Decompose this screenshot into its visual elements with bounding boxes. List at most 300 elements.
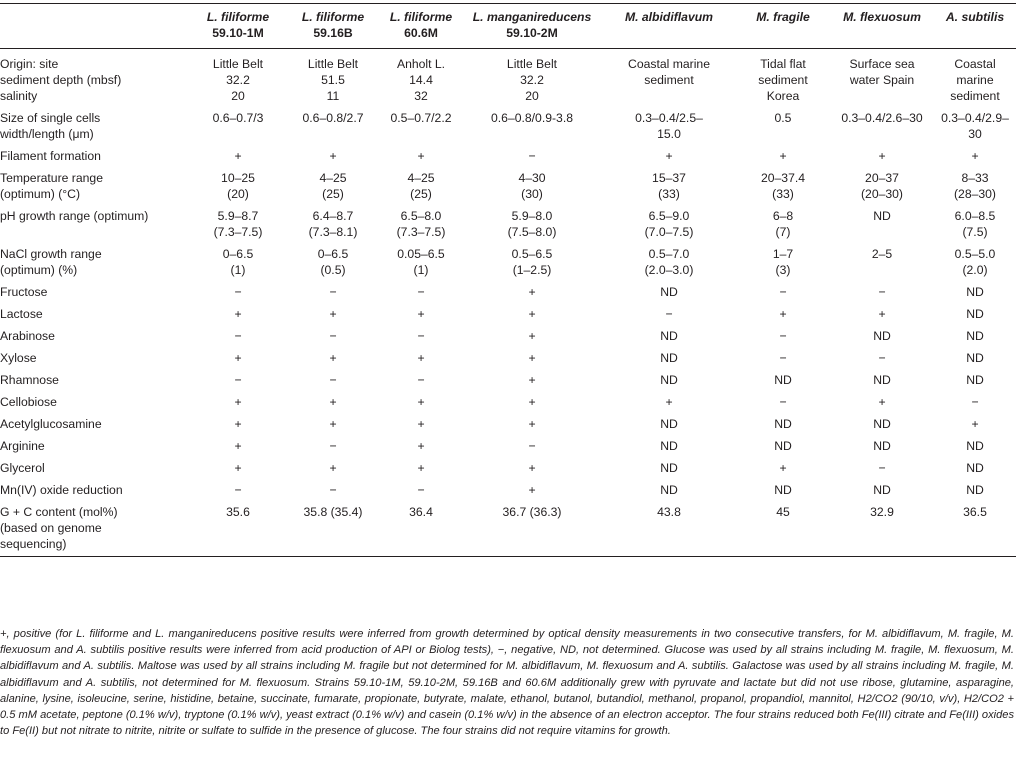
row-label-line: Arabinose xyxy=(0,329,55,343)
cell-value: 6.4–8.7 xyxy=(312,209,354,223)
cell-value: 35.8 (35.4) xyxy=(303,505,363,519)
header-row xyxy=(0,4,1016,49)
table-cell xyxy=(380,167,462,205)
table-cell xyxy=(934,413,1016,435)
cell-value: 0.5–6.5 xyxy=(511,247,553,261)
cell-value: + xyxy=(971,149,979,163)
cell-value: ND xyxy=(774,439,792,453)
table-cell xyxy=(380,347,462,369)
column-header xyxy=(462,4,602,49)
row-label-line: Acetylglucosamine xyxy=(0,417,102,431)
table-row xyxy=(0,479,1016,501)
table-cell xyxy=(190,145,286,167)
table-cell xyxy=(462,479,602,501)
row-label-line: Cellobiose xyxy=(0,395,57,409)
table-cell xyxy=(190,243,286,281)
cell-value: ND xyxy=(660,373,678,387)
header-corner xyxy=(0,4,190,49)
column-species: L. filiforme xyxy=(206,10,270,24)
table-cell xyxy=(736,435,830,457)
cell-value: 2–5 xyxy=(871,247,893,261)
table-cell xyxy=(286,145,380,167)
cell-value: 6.0–8.5 xyxy=(954,209,996,223)
table-cell xyxy=(462,243,602,281)
table-row xyxy=(0,369,1016,391)
cell-value: + xyxy=(971,417,979,431)
table-cell xyxy=(830,145,934,167)
cell-value: − xyxy=(417,373,425,387)
table-cell xyxy=(380,457,462,479)
cell-value: + xyxy=(329,461,337,475)
cell-value: (33) xyxy=(658,187,680,201)
table-cell xyxy=(736,49,830,108)
cell-value: + xyxy=(779,149,787,163)
row-label-line: pH growth range (optimum) xyxy=(0,209,149,223)
row-label-line: G + C content (mol%) xyxy=(0,505,118,519)
table-cell xyxy=(462,49,602,108)
cell-value: 0–6.5 xyxy=(222,247,254,261)
cell-value: (7.0–7.5) xyxy=(644,225,694,239)
table-cell xyxy=(830,479,934,501)
table-cell xyxy=(462,325,602,347)
cell-value: 5.9–8.0 xyxy=(511,209,553,223)
table-cell xyxy=(830,347,934,369)
table-cell xyxy=(934,457,1016,479)
table-cell xyxy=(380,479,462,501)
row-label xyxy=(0,167,190,205)
column-strain: 59.10-2M xyxy=(506,26,558,40)
cell-value: 36.4 xyxy=(409,505,433,519)
cell-value: − xyxy=(528,439,536,453)
table-cell xyxy=(286,391,380,413)
table-cell xyxy=(830,369,934,391)
table-cell xyxy=(380,325,462,347)
cell-value: 20 xyxy=(231,89,245,103)
table-cell xyxy=(602,243,736,281)
table-row xyxy=(0,413,1016,435)
cell-value: ND xyxy=(966,483,984,497)
table-cell xyxy=(736,107,830,145)
table-cell xyxy=(462,167,602,205)
cell-value: − xyxy=(417,285,425,299)
column-strain: 60.6M xyxy=(404,26,438,40)
cell-value: + xyxy=(417,351,425,365)
cell-value: + xyxy=(528,285,536,299)
table-row xyxy=(0,49,1016,108)
cell-value: + xyxy=(528,461,536,475)
cell-value: Little Belt xyxy=(506,57,558,71)
cell-value: 0.5–5.0 xyxy=(954,247,996,261)
cell-value: ND xyxy=(966,329,984,343)
cell-value: 15.0 xyxy=(657,127,681,141)
table-cell xyxy=(462,457,602,479)
table-cell xyxy=(190,325,286,347)
cell-value: − xyxy=(665,307,673,321)
table-cell xyxy=(286,413,380,435)
table-cell xyxy=(934,501,1016,557)
row-label-line: Temperature range xyxy=(0,171,103,185)
cell-value: (20) xyxy=(227,187,249,201)
table-cell xyxy=(602,413,736,435)
cell-value: ND xyxy=(966,439,984,453)
cell-value: (7.5) xyxy=(962,225,988,239)
cell-value: − xyxy=(234,329,242,343)
cell-value: 15–37 xyxy=(652,171,686,185)
cell-value: (33) xyxy=(772,187,794,201)
table-cell xyxy=(380,281,462,303)
table-cell xyxy=(190,303,286,325)
cell-value: + xyxy=(417,461,425,475)
table-cell xyxy=(830,501,934,557)
table-cell xyxy=(830,391,934,413)
table-cell xyxy=(934,243,1016,281)
cell-value: + xyxy=(234,351,242,365)
table-cell xyxy=(380,49,462,108)
cell-value: 4–25 xyxy=(319,171,347,185)
cell-value: (1) xyxy=(230,263,246,277)
row-label-line: Lactose xyxy=(0,307,43,321)
table-cell xyxy=(934,303,1016,325)
table-cell xyxy=(380,413,462,435)
table-cell xyxy=(286,325,380,347)
column-header xyxy=(736,4,830,49)
cell-value: ND xyxy=(774,417,792,431)
cell-value: + xyxy=(665,149,673,163)
table-cell xyxy=(462,107,602,145)
cell-value: 5.9–8.7 xyxy=(217,209,259,223)
table-cell xyxy=(286,501,380,557)
cell-value: − xyxy=(779,395,787,409)
row-label-line: sediment depth (mbsf) xyxy=(0,73,122,87)
cell-value: + xyxy=(234,417,242,431)
column-species: M. fragile xyxy=(756,10,810,24)
cell-value: 32.2 xyxy=(226,73,250,87)
cell-value: ND xyxy=(774,483,792,497)
table-cell xyxy=(286,347,380,369)
row-label xyxy=(0,325,190,347)
column-header xyxy=(934,4,1016,49)
table-cell xyxy=(190,347,286,369)
table-cell xyxy=(934,167,1016,205)
row-label-line: NaCl growth range xyxy=(0,247,102,261)
cell-value: + xyxy=(234,395,242,409)
row-label-line: Fructose xyxy=(0,285,48,299)
cell-value: + xyxy=(528,307,536,321)
cell-value: 8–33 xyxy=(961,171,989,185)
cell-value: − xyxy=(779,329,787,343)
cell-value: + xyxy=(878,307,886,321)
cell-value: sediment xyxy=(758,73,808,87)
table-cell xyxy=(286,303,380,325)
table-cell xyxy=(462,205,602,243)
cell-value: ND xyxy=(873,483,891,497)
column-species: L. manganireducens xyxy=(472,10,592,24)
cell-value: 36.7 (36.3) xyxy=(502,505,562,519)
cell-value: + xyxy=(528,329,536,343)
column-header xyxy=(286,4,380,49)
table-cell xyxy=(830,205,934,243)
cell-value: (2.0) xyxy=(962,263,988,277)
cell-value: 4–30 xyxy=(518,171,546,185)
table-cell xyxy=(830,243,934,281)
cell-value: + xyxy=(528,351,536,365)
table-cell xyxy=(934,281,1016,303)
cell-value: water Spain xyxy=(849,73,915,87)
row-label-line: Rhamnose xyxy=(0,373,59,387)
table-cell xyxy=(602,281,736,303)
cell-value: Little Belt xyxy=(307,57,359,71)
table-cell xyxy=(830,435,934,457)
table-cell xyxy=(934,435,1016,457)
column-header xyxy=(190,4,286,49)
table-cell xyxy=(736,501,830,557)
table-cell xyxy=(934,369,1016,391)
cell-value: 14.4 xyxy=(409,73,433,87)
cell-value: 6–8 xyxy=(772,209,794,223)
column-species: M. flexuosum xyxy=(843,10,921,24)
row-label-line: (optimum) (°C) xyxy=(0,187,81,201)
cell-value: + xyxy=(417,307,425,321)
table-cell xyxy=(830,303,934,325)
row-label-line: Origin: site xyxy=(0,57,59,71)
cell-value: 20–37.4 xyxy=(760,171,806,185)
cell-value: 0–6.5 xyxy=(317,247,349,261)
table-cell xyxy=(462,347,602,369)
table-cell xyxy=(736,347,830,369)
table-cell xyxy=(286,167,380,205)
table-cell xyxy=(602,167,736,205)
cell-value: ND xyxy=(966,461,984,475)
row-label xyxy=(0,303,190,325)
cell-value: − xyxy=(234,373,242,387)
row-label-line: (optimum) (%) xyxy=(0,263,78,277)
row-label-line: Mn(IV) oxide reduction xyxy=(0,483,123,497)
row-label xyxy=(0,49,190,108)
cell-value: 6.5–9.0 xyxy=(648,209,690,223)
table-cell xyxy=(830,325,934,347)
table-cell xyxy=(462,413,602,435)
cell-value: ND xyxy=(660,285,678,299)
table-cell xyxy=(462,281,602,303)
table-cell xyxy=(934,205,1016,243)
cell-value: − xyxy=(878,461,886,475)
cell-value: + xyxy=(665,395,673,409)
table-body xyxy=(0,49,1016,557)
cell-value: 32.9 xyxy=(870,505,894,519)
cell-value: + xyxy=(878,149,886,163)
table-cell xyxy=(602,205,736,243)
cell-value: 0.05–6.5 xyxy=(397,247,445,261)
cell-value: sediment xyxy=(950,89,1000,103)
cell-value: sediment xyxy=(644,73,694,87)
cell-value: + xyxy=(329,395,337,409)
cell-value: − xyxy=(779,285,787,299)
table-cell xyxy=(190,391,286,413)
table-cell xyxy=(380,391,462,413)
row-label xyxy=(0,413,190,435)
cell-value: + xyxy=(417,439,425,453)
cell-value: 4–25 xyxy=(407,171,435,185)
cell-value: − xyxy=(329,329,337,343)
table-cell xyxy=(736,325,830,347)
cell-value: − xyxy=(878,351,886,365)
cell-value: Coastal xyxy=(954,57,996,71)
table-cell xyxy=(462,435,602,457)
cell-value: + xyxy=(528,483,536,497)
cell-value: − xyxy=(329,373,337,387)
table-cell xyxy=(190,205,286,243)
row-label-line: Filament formation xyxy=(0,149,101,163)
cell-value: 30 xyxy=(968,127,982,141)
table-cell xyxy=(736,457,830,479)
table-cell xyxy=(190,479,286,501)
table-cell xyxy=(934,391,1016,413)
table-row xyxy=(0,167,1016,205)
table-cell xyxy=(380,145,462,167)
table-cell xyxy=(190,49,286,108)
cell-value: + xyxy=(234,439,242,453)
table-footnote: +, positive (for L. filiforme and L. manganireducens positive results were inferred from growth determined by optical density measurements in two consecutive transfers, for M. albidiflavum, M. fragile, M. flexuosum and A. subtilis positive results were inferred from acid production of API or Biolog tests), −, negative, ND, not determined. Glucose was used by all strains including M. fragile, M. flexuosum, M. albidiflavum and A. subtilis. Maltose was used by all strains including M. fragile but not determined for M. albidiflavum, M. flexuosum and A. subtilis. Galactose was used by all strains including M. fragile, M. albidiflavum and A. subtilis, not determined for M. flexuosum. Strains 59.10-1M, 59.10-2M, 59.16B and 60.6M additionally grew with pyruvate and lactate but did not use ribose, glutamine, asparagine, alanine, lysine, isoleucine, serine, histidine, betaine, succinate, fumarate, propionate, butyrate, malate, ethanol, butanol, butandiol, methanol, propanol, propandiol, mannitol, H2/CO2 (90/10, v/v), H2/CO2 + 0.5 mM acetate, peptone (0.1% w/v), tryptone (0.1% w/v), yeast extract (0.1% w/v) and casein (0.1% w/v) in the absence of an electron acceptor. The four strains reduced both Fe(III) citrate and Fe(III) oxides to Fe(II) but not nitrate to nitrite, nitrite or sulfate to sulfide in the presence of glucose. The four strains did not require vitamins for growth. xyxy=(0,628,1014,738)
cell-value: ND xyxy=(660,483,678,497)
cell-value: ND xyxy=(873,417,891,431)
cell-value: ND xyxy=(966,351,984,365)
table-cell xyxy=(380,501,462,557)
column-strain: 59.10-1M xyxy=(212,26,264,40)
row-label xyxy=(0,205,190,243)
cell-value: 36.5 xyxy=(963,505,987,519)
cell-value: (7.3–7.5) xyxy=(213,225,263,239)
cell-value: (1–2.5) xyxy=(512,263,552,277)
column-header xyxy=(380,4,462,49)
cell-value: + xyxy=(528,417,536,431)
row-label-line: sequencing) xyxy=(0,537,67,551)
cell-value: + xyxy=(329,417,337,431)
table-row xyxy=(0,347,1016,369)
cell-value: ND xyxy=(774,373,792,387)
cell-value: ND xyxy=(966,285,984,299)
table-cell xyxy=(934,49,1016,108)
table-cell xyxy=(602,501,736,557)
cell-value: 32 xyxy=(414,89,428,103)
cell-value: + xyxy=(528,395,536,409)
cell-value: (1) xyxy=(413,263,429,277)
table-row xyxy=(0,457,1016,479)
cell-value: − xyxy=(234,285,242,299)
table-cell xyxy=(190,435,286,457)
row-label xyxy=(0,243,190,281)
row-label xyxy=(0,457,190,479)
column-species: L. filiforme xyxy=(389,10,453,24)
column-strain: 59.16B xyxy=(313,26,353,40)
table-cell xyxy=(830,49,934,108)
row-label xyxy=(0,347,190,369)
row-label xyxy=(0,479,190,501)
cell-value: + xyxy=(528,373,536,387)
cell-value: (3) xyxy=(775,263,791,277)
table-cell xyxy=(602,435,736,457)
table-cell xyxy=(286,49,380,108)
row-label xyxy=(0,145,190,167)
table-cell xyxy=(462,303,602,325)
cell-value: ND xyxy=(660,417,678,431)
table-cell xyxy=(736,413,830,435)
cell-value: − xyxy=(234,483,242,497)
table-cell xyxy=(736,205,830,243)
table-cell xyxy=(602,145,736,167)
table-cell xyxy=(286,457,380,479)
table-cell xyxy=(736,369,830,391)
cell-value: (25) xyxy=(322,187,344,201)
row-label-line: Xylose xyxy=(0,351,37,365)
cell-value: 10–25 xyxy=(221,171,255,185)
row-label xyxy=(0,281,190,303)
cell-value: (28–30) xyxy=(953,187,996,201)
cell-value: ND xyxy=(873,329,891,343)
cell-value: 11 xyxy=(326,89,340,103)
table-cell xyxy=(602,391,736,413)
cell-value: + xyxy=(234,461,242,475)
cell-value: marine xyxy=(956,73,994,87)
cell-value: − xyxy=(417,329,425,343)
cell-value: 6.5–8.0 xyxy=(400,209,442,223)
cell-value: 20 xyxy=(525,89,539,103)
row-label xyxy=(0,369,190,391)
table-cell xyxy=(380,107,462,145)
cell-value: (25) xyxy=(410,187,432,201)
table-cell xyxy=(286,205,380,243)
cell-value: Korea xyxy=(766,89,800,103)
table-cell xyxy=(286,281,380,303)
cell-value: (30) xyxy=(521,187,543,201)
cell-value: (7.3–7.5) xyxy=(396,225,446,239)
table-cell xyxy=(602,479,736,501)
cell-value: 0.3–0.4/2.9– xyxy=(941,111,1009,125)
table-row xyxy=(0,501,1016,557)
table-cell xyxy=(380,243,462,281)
row-label xyxy=(0,107,190,145)
cell-value: 43.8 xyxy=(657,505,681,519)
table-cell xyxy=(830,167,934,205)
table-cell xyxy=(286,479,380,501)
cell-value: + xyxy=(417,395,425,409)
row-label xyxy=(0,391,190,413)
table-cell xyxy=(286,435,380,457)
row-label-line: width/length (μm) xyxy=(0,127,94,141)
table-cell xyxy=(602,457,736,479)
table-cell xyxy=(830,281,934,303)
cell-value: ND xyxy=(660,329,678,343)
table-cell xyxy=(190,369,286,391)
table-cell xyxy=(462,369,602,391)
row-label-line: (based on genome xyxy=(0,521,102,535)
cell-value: − xyxy=(329,285,337,299)
cell-value: 51.5 xyxy=(321,73,345,87)
cell-value: + xyxy=(234,149,242,163)
table-cell xyxy=(602,347,736,369)
table-cell xyxy=(830,107,934,145)
table-cell xyxy=(736,243,830,281)
column-header xyxy=(602,4,736,49)
cell-value: ND xyxy=(966,373,984,387)
cell-value: 45 xyxy=(776,505,790,519)
table-cell xyxy=(602,369,736,391)
column-species: A. subtilis xyxy=(945,10,1005,24)
cell-value: 0.3–0.4/2.6–30 xyxy=(841,111,923,125)
cell-value: + xyxy=(878,395,886,409)
cell-value: − xyxy=(329,439,337,453)
column-header xyxy=(830,4,934,49)
cell-value: − xyxy=(779,351,787,365)
